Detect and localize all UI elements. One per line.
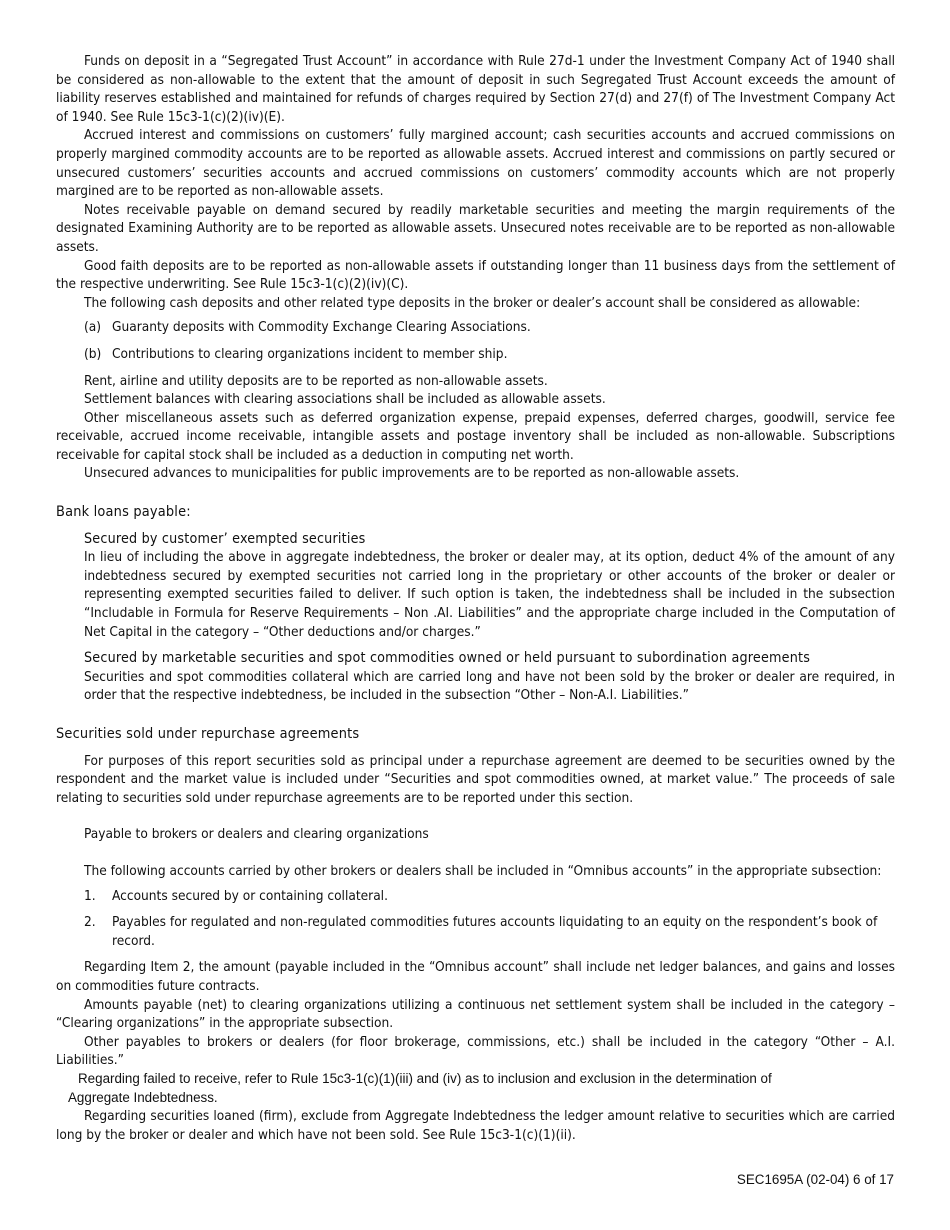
heading-bank-loans: Bank loans payable: [56,504,191,521]
paragraph-omnibus: The following accounts carried by other brokers or dealers shall be included in “Omnibus accounts” in the appropriate subsection: [84,862,882,879]
heading-repurchase: Securities sold under repurchase agreements [56,726,360,742]
page-footer: SEC1695A (02-04) 6 of 17 [736,1172,894,1187]
paragraph-notes-receivable: Notes receivable payable on demand secured by readily marketable securities and meeting the margin requirements of the designated Examining Authority are to be reported as allowable assets. Unsecured notes receivable are to be reported as non-allowable assets. [56,201,895,255]
list-text-2: Payables for regulated and non-regulated commodities futures accounts liquidating to an equity on the respondent’s book of record. [112,914,878,949]
paragraph-good-faith-deposits: Good faith deposits are to be reported as non-allowable assets if outstanding longer than 11 business days from the settlement of the respective underwriting. See Rule 15c3-1(c)(2)(iv)(C). [56,257,895,293]
paragraph-unsecured-advances: Unsecured advances to municipalities for public improvements are to be reported as non-allowable assets. [84,465,740,482]
list-label-b: (b) [84,345,102,362]
paragraph-item-2: Regarding Item 2, the amount (payable included in the “Omnibus account” shall include net ledger balances, and gains and losses on commodities future contracts. [56,959,895,994]
subheading-exempted-securities: Secured by customer’ exempted securities [84,530,366,547]
list-item-2 [84,913,895,950]
paragraph-repurchase: For purposes of this report securities sold as principal under a repurchase agreement are deemed to be securities owned by the respondent and the market value is included under “Securities and spot commodities owned, at market value.” The proceeds of sale relating to securities sold under repurchase agreements are to be reported under this section. [56,752,895,806]
paragraph-other-payables: Other payables to brokers or dealers (for floor brokerage, commissions, etc.) shall be included in the category “Other – A.I. Liabilities.” [56,1033,895,1069]
subheading-marketable-securities: Secured by marketable securities and spot commodities owned or held pursuant to subordination agreements [84,650,811,667]
paragraph-failed-to-receive-cont: Aggregate Indebtedness. [68,1089,218,1105]
list-item-a [84,318,895,337]
list-label-1: 1. [84,887,96,904]
list-text-a: Guaranty deposits with Commodity Exchange Clearing Associations. [112,319,531,336]
paragraph-accrued-interest: Accrued interest and commissions on customers’ fully margined account; cash securities accounts and accrued commissions on properly margined commodity accounts are to be reported as allowable assets. Accrued interest and commissions on partly secured or unsecured customers’ securities accounts and accrued commissions on customers’ commodity accounts which are not properly margined are to be reported as non-allowable assets. [56,127,895,200]
list-item-1 [84,887,895,906]
paragraph-exempted-securities: In lieu of including the above in aggregate indebtedness, the broker or dealer may, at its option, deduct 4% of the amount of any indebtedness secured by exempted securities not carried long in the proprietary or other accounts of the broker or dealer or representing exempted securities failed to deliver. If such option is taken, the indebtedness shall be included in the subsection “Includable in Formula for Reserve Requirements – Non .AI. Liabilities” and the appropriate charge included in the Computation of Net Capital in the category – “Other deductions and/or charges.” [84,549,895,640]
paragraph-marketable-securities: Securities and spot commodities collateral which are carried long and have not been sold by the broker or dealer are required, in order that the respective indebtedness, be included in the subsection “Other – Non-A.I. Liabilities.” [84,668,895,704]
paragraph-amounts-payable: Amounts payable (net) to clearing organizations utilizing a continuous net settlement system shall be included in the category – “Clearing organizations” in the appropriate subsection. [56,996,895,1032]
paragraph-failed-to-receive: Regarding failed to receive, refer to Rule 15c3-1(c)(1)(iii) and (iv) as to inclusion and exclusion in the determination of [78,1070,772,1086]
list-label-a: (a) [84,319,102,336]
paragraph-securities-loaned: Regarding securities loaned (firm), exclude from Aggregate Indebtedness the ledger amount relative to securities which are carried long by the broker or dealer and which have not been sold. See Rule 15c3-1(c)(1)(ii). [56,1108,895,1143]
list-text-1: Accounts secured by or containing collateral. [112,887,388,904]
list-label-2: 2. [84,914,96,931]
paragraph-rent-deposits: Rent, airline and utility deposits are to be reported as non-allowable assets. [84,372,548,389]
heading-payable-brokers: Payable to brokers or dealers and clearing organizations [84,826,429,843]
paragraph-cash-deposits: The following cash deposits and other related type deposits in the broker or dealer’s account shall be considered as allowable: [84,294,861,311]
list-item-b [84,345,895,364]
paragraph-settlement-balances: Settlement balances with clearing associations shall be included as allowable assets. [84,391,606,408]
document-page [56,52,895,1144]
paragraph-misc-assets: Other miscellaneous assets such as deferred organization expense, prepaid expenses, deferred charges, goodwill, service fee receivable, accrued income receivable, intangible assets and postage inventory shall be included as non-allowable. Subscriptions receivable for capital stock shall be included as a deduction in computing net worth. [56,409,895,463]
list-text-b: Contributions to clearing organizations incident to member ship. [112,345,508,362]
paragraph-segregated-trust: Funds on deposit in a “Segregated Trust Account” in accordance with Rule 27d-1 under the Investment Company Act of 1940 shall be considered as non-allowable to the extent that the amount of deposit in such Segregated Trust Account exceeds the amount of liability reserves established and maintained for refunds of charges required by Section 27(d) and 27(f) of The Investment Company Act of 1940. See Rule 15c3-1(c)(2)(iv)(E). [56,53,895,125]
